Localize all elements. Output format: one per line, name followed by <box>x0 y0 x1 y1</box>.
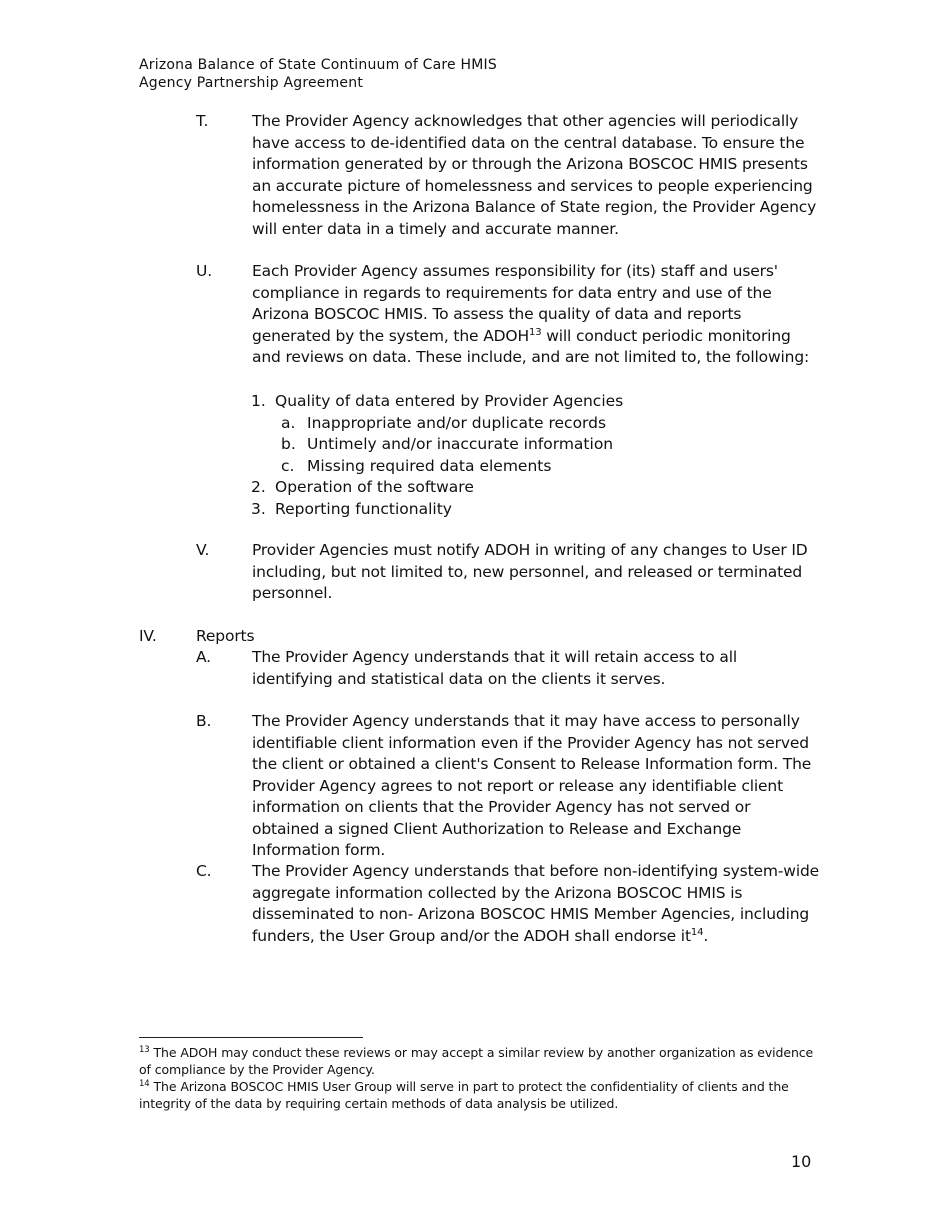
list-item: a. Inappropriate and/or duplicate records <box>281 413 607 432</box>
running-header <box>139 56 497 92</box>
item-v <box>196 540 836 605</box>
item-label: V. <box>196 541 210 559</box>
item-text: The Provider Agency understands that it will retain access to all identifying and statistical data on the clients it serves. <box>252 648 738 688</box>
item-label: B. <box>196 712 212 730</box>
footnote-ref-14[interactable]: 14 <box>690 926 704 938</box>
footnote-ref-13[interactable]: 13 <box>529 326 542 338</box>
item-a <box>196 647 836 690</box>
section-heading <box>139 626 839 648</box>
page-number: 10 <box>791 1152 812 1171</box>
item-c <box>196 861 836 947</box>
item-label: A. <box>196 648 211 666</box>
item-b <box>196 711 836 862</box>
footnotes <box>139 1044 819 1112</box>
item-text: The Provider Agency understands that before non-identifying system-wide aggregate information collected by the Arizona BOSCOC HMIS is disseminated to non- Arizona BOSCOC HMIS Member Agencies, including funders, the User Group and/or the ADOH shall endorse $it^{14}$. <box>252 862 820 945</box>
section-title: Reports <box>196 627 255 645</box>
item-t <box>196 111 836 240</box>
item-text: The Provider Agency understands that it may have access to personally identifiable client information even if the Provider Agency has not served the client or obtained a client's Consent to Release Information form. The Provider Agency agrees to not report or release any identifiable client information on clients that the Provider Agency has not served or obtained a signed Client Authorization to Release and Exchange Information form. <box>252 712 812 859</box>
item-text: Provider Agencies must notify ADOH in writing of any changes to User ID including, but not limited to, new personnel, and released or terminated personnel. <box>252 541 808 602</box>
list-item: 2. Operation of the software <box>251 478 474 496</box>
item-text: Each Provider Agency assumes responsibility for (its) staff and users' compliance in regards to requirements for data entry and use of the Arizona BOSCOC HMIS. To assess the quality of data and reports generated by the system, the ADOH$^{13}$ will conduct periodic monitoring and reviews on data. These include, and are not limited to, the following: <box>252 262 810 366</box>
item-u <box>196 261 836 369</box>
list-item: 1. Quality of data entered by Provider Agencies <box>251 392 624 410</box>
item-label: T. <box>196 112 209 130</box>
list-item: c. Missing required data elements <box>281 456 552 475</box>
list-item: b. Untimely and/or inaccurate information <box>281 435 614 453</box>
item-label: U. <box>196 262 212 280</box>
list-item: 3. Reporting functionality <box>251 499 452 518</box>
monitoring-list <box>251 391 623 520</box>
footnote-13: $^{13}$ The ADOH may conduct these reviews or may accept a similar review by another organization as evidence of compliance by the Provider Agency. <box>139 1045 814 1077</box>
footnote-divider <box>139 1037 363 1038</box>
item-text: The Provider Agency acknowledges that other agencies will periodically have access to de-identified data on the central database. To ensure the information generated by or through the Arizona BOSCOC HMIS presents an accurate picture of homelessness and services to people experiencing homelessness in the Arizona Balance of State region, the Provider Agency will enter data in a timely and accurate manner. <box>252 112 817 238</box>
item-label: C. <box>196 862 212 880</box>
footnote-14: $^{14}$ The Arizona BOSCOC HMIS User Group will serve in part to protect the confidentiality of clients and the integrity of the data by requiring certain methods of data analysis be utilized. <box>139 1079 789 1111</box>
section-number: IV. <box>139 627 157 645</box>
header-subtitle: Agency Partnership Agreement <box>139 75 364 91</box>
header-title: Arizona Balance of State Continuum of Care HMIS <box>139 57 497 73</box>
